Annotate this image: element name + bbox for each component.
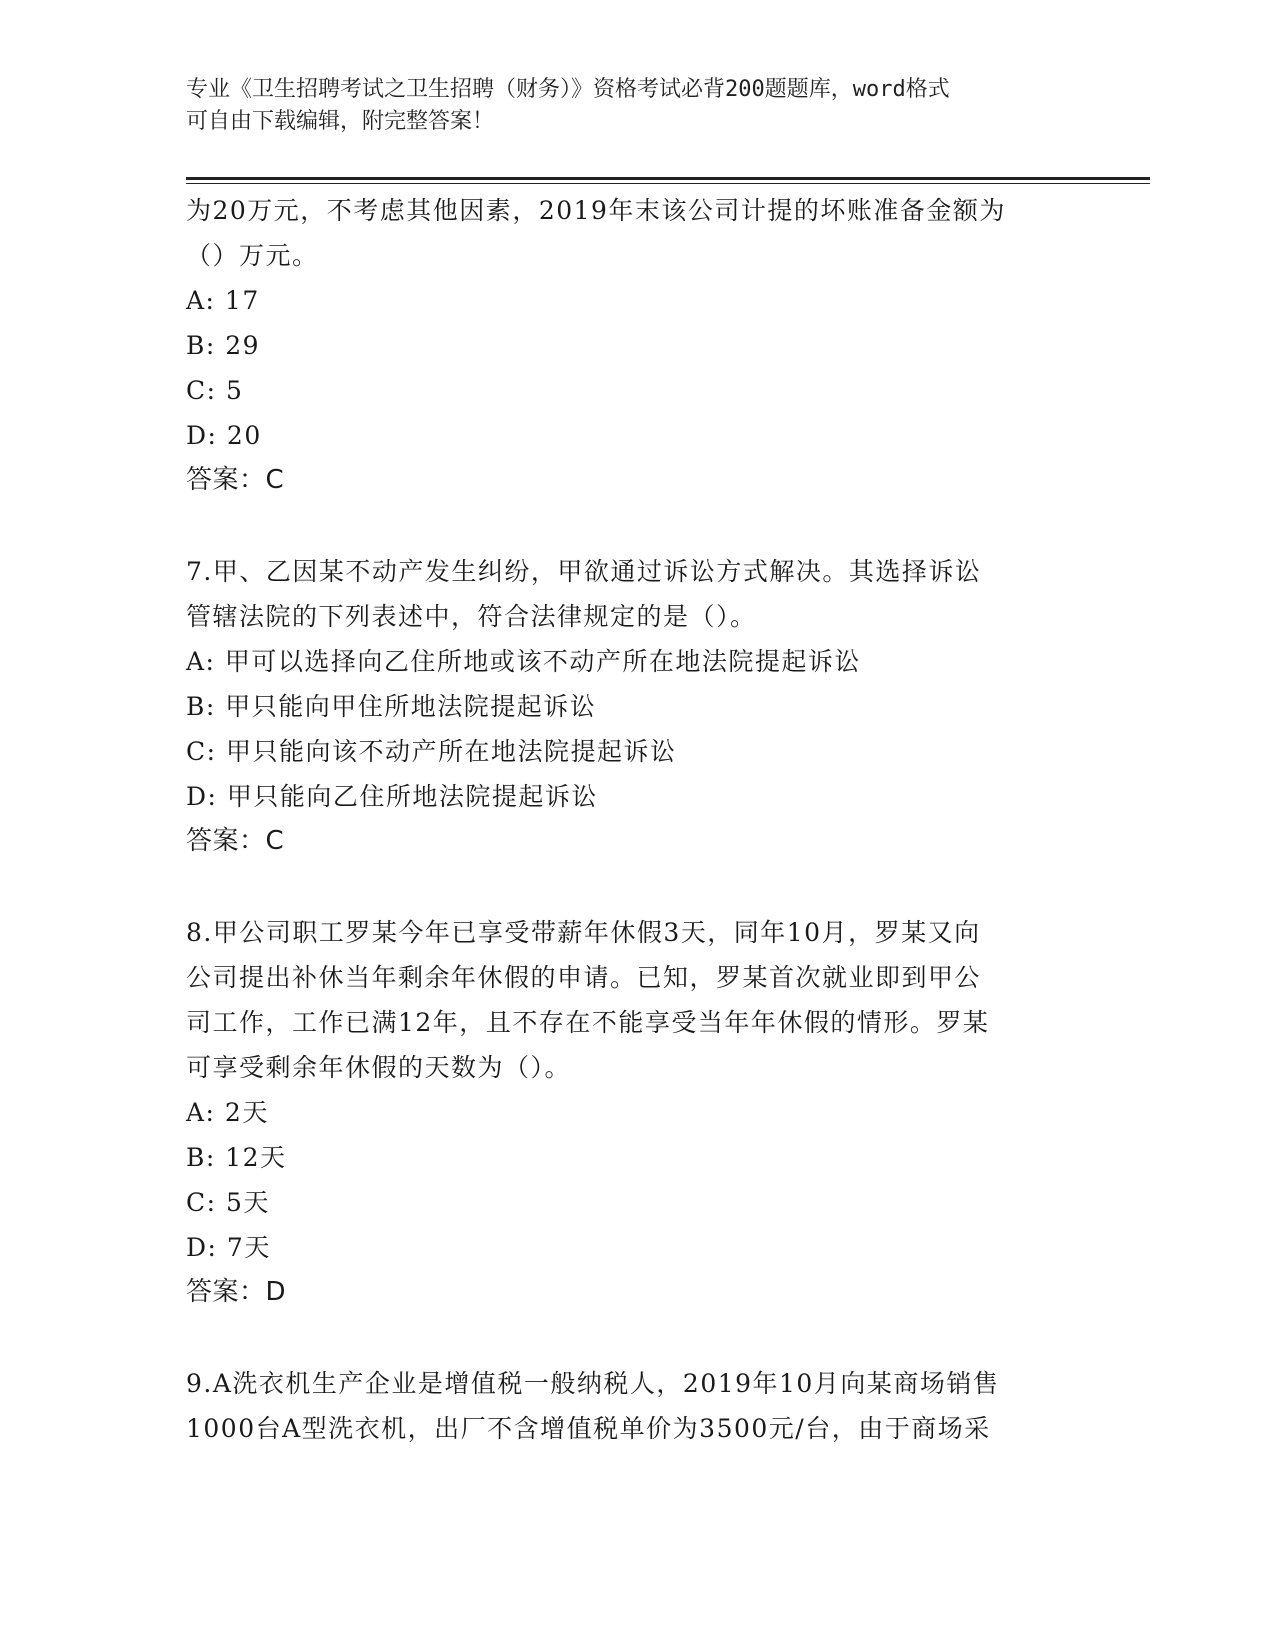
question-6 (186, 188, 1086, 503)
question-stem-line: 公司提出补休当年剩余年休假的申请。已知，罗某首次就业即到甲公 (186, 963, 982, 992)
option-d: D: 20 (186, 421, 262, 450)
option-d: D: 7天 (186, 1233, 271, 1262)
question-stem-line: 管辖法院的下列表述中，符合法律规定的是（）。 (186, 602, 757, 631)
option-b: B: 甲只能向甲住所地法院提起诉讼 (186, 692, 597, 721)
question-stem-line: 1000台A型洗衣机，出厂不含增值税单价为3500元/台，由于商场采 (186, 1414, 991, 1443)
answer-label: 答案：D (186, 1277, 287, 1307)
question-list (186, 188, 1086, 1451)
question-stem-line: 9.A洗衣机生产企业是增值税一般纳税人，2019年10月向某商场销售 (186, 1369, 1000, 1398)
option-a: A: 2天 (186, 1098, 269, 1127)
document-header (186, 74, 1066, 138)
answer-label: 答案：C (186, 465, 285, 495)
option-a: A: 甲可以选择向乙住所地或该不动产所在地法院提起诉讼 (186, 647, 861, 676)
option-c: C: 5 (186, 376, 244, 405)
question-9 (186, 1361, 1086, 1451)
question-7 (186, 549, 1086, 864)
question-stem-line: 7.甲、乙因某不动产发生纠纷，甲欲通过诉讼方式解决。其选择诉讼 (186, 557, 982, 586)
option-b: B: 12天 (186, 1143, 287, 1172)
question-stem-line: （）万元。 (186, 241, 319, 270)
question-8 (186, 910, 1086, 1315)
question-stem-line: 可享受剩余年休假的天数为（）。 (186, 1053, 572, 1082)
header-line: 专业《卫生招聘考试之卫生招聘（财务）》资格考试必背200题题库，word格式 (186, 77, 950, 102)
header-divider-thin (186, 183, 1150, 184)
question-stem-line: 8.甲公司职工罗某今年已享受带薪年休假3天，同年10月，罗某又向 (186, 918, 981, 947)
option-b: B: 29 (186, 331, 261, 360)
header-divider (186, 177, 1150, 180)
answer-label: 答案：C (186, 826, 285, 856)
option-c: C: 5天 (186, 1188, 270, 1217)
option-c: C: 甲只能向该不动产所在地法院提起诉讼 (186, 737, 677, 766)
question-stem-line: 为20万元，不考虑其他因素，2019年末该公司计提的坏账准备金额为 (186, 196, 1006, 225)
option-d: D: 甲只能向乙住所地法院提起诉讼 (186, 782, 598, 811)
header-line: 可自由下载编辑，附完整答案！ (186, 109, 495, 134)
option-a: A: 17 (186, 286, 260, 315)
question-stem-line: 司工作，工作已满12年，且不存在不能享受当年年休假的情形。罗某 (186, 1008, 990, 1037)
